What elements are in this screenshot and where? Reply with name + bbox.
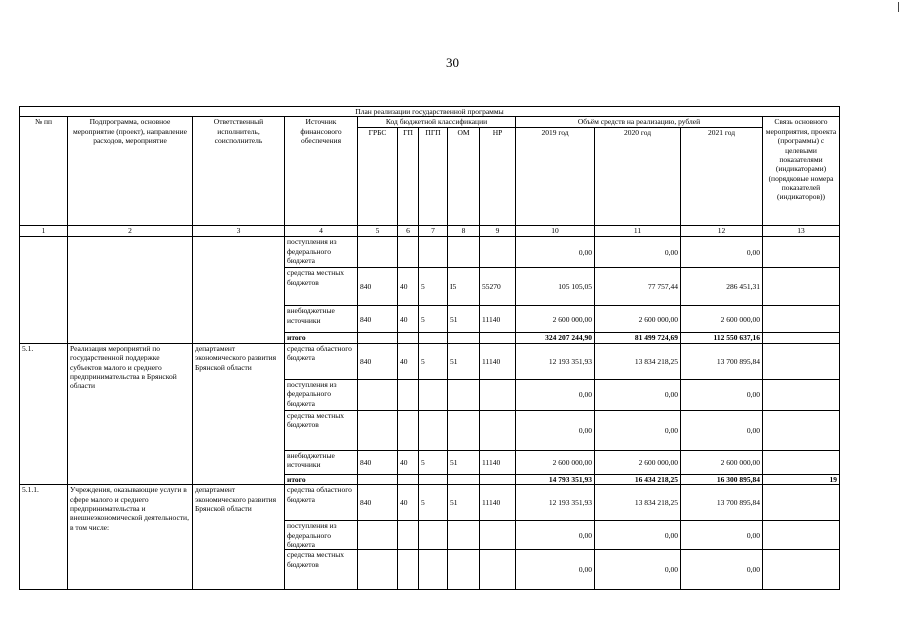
- column-number: 13: [763, 226, 840, 237]
- code-grbs: 840: [358, 343, 398, 379]
- amount-2019: 12 193 351,93: [516, 343, 595, 379]
- amount-2019: 0,00: [516, 410, 595, 450]
- header-col-subprogram: Подпрограмма, основное мероприятие (проект), направление расходов, мероприятие: [68, 117, 193, 226]
- row-indicator-link: [763, 343, 840, 379]
- code-np: [480, 410, 516, 450]
- amount-2020: 2 600 000,00: [595, 306, 681, 333]
- code-pgp: 5: [419, 306, 448, 333]
- code-pgp: [419, 237, 448, 268]
- code-pgp: [419, 379, 448, 410]
- code-gp: [398, 521, 419, 550]
- amount-2021: 0,00: [681, 237, 763, 268]
- table-row: [20, 485, 840, 521]
- code-pgp: [419, 521, 448, 550]
- header-code-pgp: ПГП: [419, 128, 448, 226]
- row-indicator-link: [763, 521, 840, 550]
- code-gp: [398, 410, 419, 450]
- amount-2020: 2 600 000,00: [595, 450, 681, 474]
- header-budget-code: Код бюджетной классификации: [358, 117, 516, 128]
- amount-2021: 0,00: [681, 550, 763, 590]
- code-gp: 40: [398, 268, 419, 306]
- row-name: Учреждения, оказывающие услуги в сфере малого и среднего предпринимательства и внешнеэкономической деятельности, в том числе:: [68, 485, 193, 590]
- code-om: [448, 333, 480, 343]
- header-code-grbs: ГРБС: [358, 128, 398, 226]
- row-indicator-link: [763, 379, 840, 410]
- amount-2020: 13 834 218,25: [595, 343, 681, 379]
- code-gp: 40: [398, 485, 419, 521]
- column-number: 8: [448, 226, 480, 237]
- code-om: [448, 474, 480, 484]
- row-source: поступления из федерального бюджета: [285, 379, 358, 410]
- amount-2020: 77 757,44: [595, 268, 681, 306]
- code-pgp: 5: [419, 450, 448, 474]
- code-np: 55270: [480, 268, 516, 306]
- plan-title: План реализации государственной программы: [20, 107, 840, 117]
- amount-2020: 16 434 218,25: [595, 474, 681, 484]
- code-np: [480, 333, 516, 343]
- row-source: внебюджетные источники: [285, 450, 358, 474]
- row-source: поступления из федерального бюджета: [285, 237, 358, 268]
- code-om: 51: [448, 306, 480, 333]
- code-gp: [398, 379, 419, 410]
- amount-2019: 0,00: [516, 237, 595, 268]
- row-source: поступления из федерального бюджета: [285, 521, 358, 550]
- header-year-2019: 2019 год: [516, 128, 595, 226]
- code-np: [480, 550, 516, 590]
- amount-2020: 13 834 218,25: [595, 485, 681, 521]
- header-code-np: НР: [480, 128, 516, 226]
- code-np: 11140: [480, 306, 516, 333]
- column-number: 7: [419, 226, 448, 237]
- code-grbs: 840: [358, 485, 398, 521]
- code-pgp: 5: [419, 268, 448, 306]
- row-indicator-link: 19: [763, 474, 840, 484]
- amount-2020: 0,00: [595, 410, 681, 450]
- code-pgp: [419, 474, 448, 484]
- code-grbs: [358, 379, 398, 410]
- column-number-row: [20, 226, 840, 237]
- row-indicator-link: [763, 268, 840, 306]
- code-pgp: [419, 333, 448, 343]
- column-number: 2: [68, 226, 193, 237]
- row-source: средства местных бюджетов: [285, 410, 358, 450]
- page-number: 30: [446, 55, 459, 70]
- row-indicator-link: [763, 450, 840, 474]
- code-grbs: [358, 333, 398, 343]
- row-source: итого: [285, 474, 358, 484]
- code-np: 11140: [480, 485, 516, 521]
- amount-2021: 0,00: [681, 521, 763, 550]
- row-number: 5.1.1.: [20, 485, 68, 590]
- code-grbs: [358, 521, 398, 550]
- header-volume: Объём средств на реализацию, рублей: [516, 117, 763, 128]
- code-pgp: 5: [419, 485, 448, 521]
- amount-2020: 0,00: [595, 521, 681, 550]
- header-col-source: Источник финансового обеспечения: [285, 117, 358, 226]
- amount-2020: 0,00: [595, 379, 681, 410]
- code-gp: [398, 333, 419, 343]
- code-grbs: 840: [358, 268, 398, 306]
- amount-2021: 0,00: [681, 410, 763, 450]
- column-number: 9: [480, 226, 516, 237]
- amount-2019: 12 193 351,93: [516, 485, 595, 521]
- code-om: 51: [448, 450, 480, 474]
- table-row: [20, 237, 840, 268]
- amount-2019: 2 600 000,00: [516, 450, 595, 474]
- row-name: Реализация мероприятий по государственной поддержке субъектов малого и среднего предпринимательства в Брянской области: [68, 343, 193, 484]
- amount-2019: 2 600 000,00: [516, 306, 595, 333]
- code-np: 11140: [480, 450, 516, 474]
- header-code-om: ОМ: [448, 128, 480, 226]
- amount-2020: 81 499 724,69: [595, 333, 681, 343]
- code-grbs: [358, 474, 398, 484]
- column-number: 5: [358, 226, 398, 237]
- code-gp: [398, 237, 419, 268]
- amount-2019: 324 207 244,90: [516, 333, 595, 343]
- code-gp: [398, 474, 419, 484]
- amount-2021: 2 600 000,00: [681, 306, 763, 333]
- amount-2020: 0,00: [595, 550, 681, 590]
- code-np: [480, 474, 516, 484]
- amount-2021: 16 300 895,84: [681, 474, 763, 484]
- header-year-2021: 2021 год: [681, 128, 763, 226]
- table-row: [20, 343, 840, 379]
- row-indicator-link: [763, 333, 840, 343]
- row-indicator-link: [763, 410, 840, 450]
- header-year-2020: 2020 год: [595, 128, 681, 226]
- code-gp: 40: [398, 450, 419, 474]
- header-col-no: № пп: [20, 117, 68, 226]
- code-om: [448, 379, 480, 410]
- amount-2021: 13 700 895,84: [681, 343, 763, 379]
- code-grbs: 840: [358, 306, 398, 333]
- amount-2021: 13 700 895,84: [681, 485, 763, 521]
- row-responsible: департамент экономического развития Брянской области: [193, 343, 285, 484]
- column-number: 4: [285, 226, 358, 237]
- amount-2019: 0,00: [516, 550, 595, 590]
- code-np: [480, 379, 516, 410]
- code-om: 51: [448, 485, 480, 521]
- amount-2019: 0,00: [516, 521, 595, 550]
- code-gp: 40: [398, 306, 419, 333]
- row-source: внебюджетные источники: [285, 306, 358, 333]
- code-gp: 40: [398, 343, 419, 379]
- code-om: [448, 410, 480, 450]
- code-np: [480, 237, 516, 268]
- code-grbs: [358, 410, 398, 450]
- row-indicator-link: [763, 306, 840, 333]
- header-col-link: Связь основного мероприятия, проекта (программы) с целевыми показателями (индикаторами) (порядковые номера показателей (индикаторов)): [763, 117, 840, 226]
- header-code-gp: ГП: [398, 128, 419, 226]
- code-np: [480, 521, 516, 550]
- row-name: [68, 237, 193, 343]
- row-source: средства местных бюджетов: [285, 550, 358, 590]
- amount-2021: 286 451,31: [681, 268, 763, 306]
- column-number: 11: [595, 226, 681, 237]
- column-number: 10: [516, 226, 595, 237]
- row-source: средства местных бюджетов: [285, 268, 358, 306]
- row-source: итого: [285, 333, 358, 343]
- code-np: 11140: [480, 343, 516, 379]
- row-responsible: департамент экономического развития Брянской области: [193, 485, 285, 590]
- amount-2021: 112 550 637,16: [681, 333, 763, 343]
- amount-2019: 14 793 351,93: [516, 474, 595, 484]
- amount-2021: 0,00: [681, 379, 763, 410]
- amount-2021: 2 600 000,00: [681, 450, 763, 474]
- code-gp: [398, 550, 419, 590]
- column-number: 12: [681, 226, 763, 237]
- row-responsible: [193, 237, 285, 343]
- row-number: 5.1.: [20, 343, 68, 484]
- code-om: [448, 521, 480, 550]
- program-plan-table: [19, 106, 840, 590]
- column-number: 6: [398, 226, 419, 237]
- amount-2019: 105 105,05: [516, 268, 595, 306]
- row-number: [20, 237, 68, 343]
- header-col-responsible: Ответственный исполнитель, соисполнитель: [193, 117, 285, 226]
- row-indicator-link: [763, 550, 840, 590]
- row-source: средства областного бюджета: [285, 485, 358, 521]
- column-number: 1: [20, 226, 68, 237]
- code-grbs: 840: [358, 450, 398, 474]
- code-grbs: [358, 237, 398, 268]
- amount-2019: 0,00: [516, 379, 595, 410]
- code-om: 51: [448, 343, 480, 379]
- code-om: I5: [448, 268, 480, 306]
- code-pgp: [419, 550, 448, 590]
- code-pgp: [419, 410, 448, 450]
- row-source: средства областного бюджета: [285, 343, 358, 379]
- column-number: 3: [193, 226, 285, 237]
- code-grbs: [358, 550, 398, 590]
- code-om: [448, 237, 480, 268]
- code-pgp: 5: [419, 343, 448, 379]
- row-indicator-link: [763, 237, 840, 268]
- amount-2020: 0,00: [595, 237, 681, 268]
- row-indicator-link: [763, 485, 840, 521]
- code-om: [448, 550, 480, 590]
- edge-mark: [898, 2, 899, 12]
